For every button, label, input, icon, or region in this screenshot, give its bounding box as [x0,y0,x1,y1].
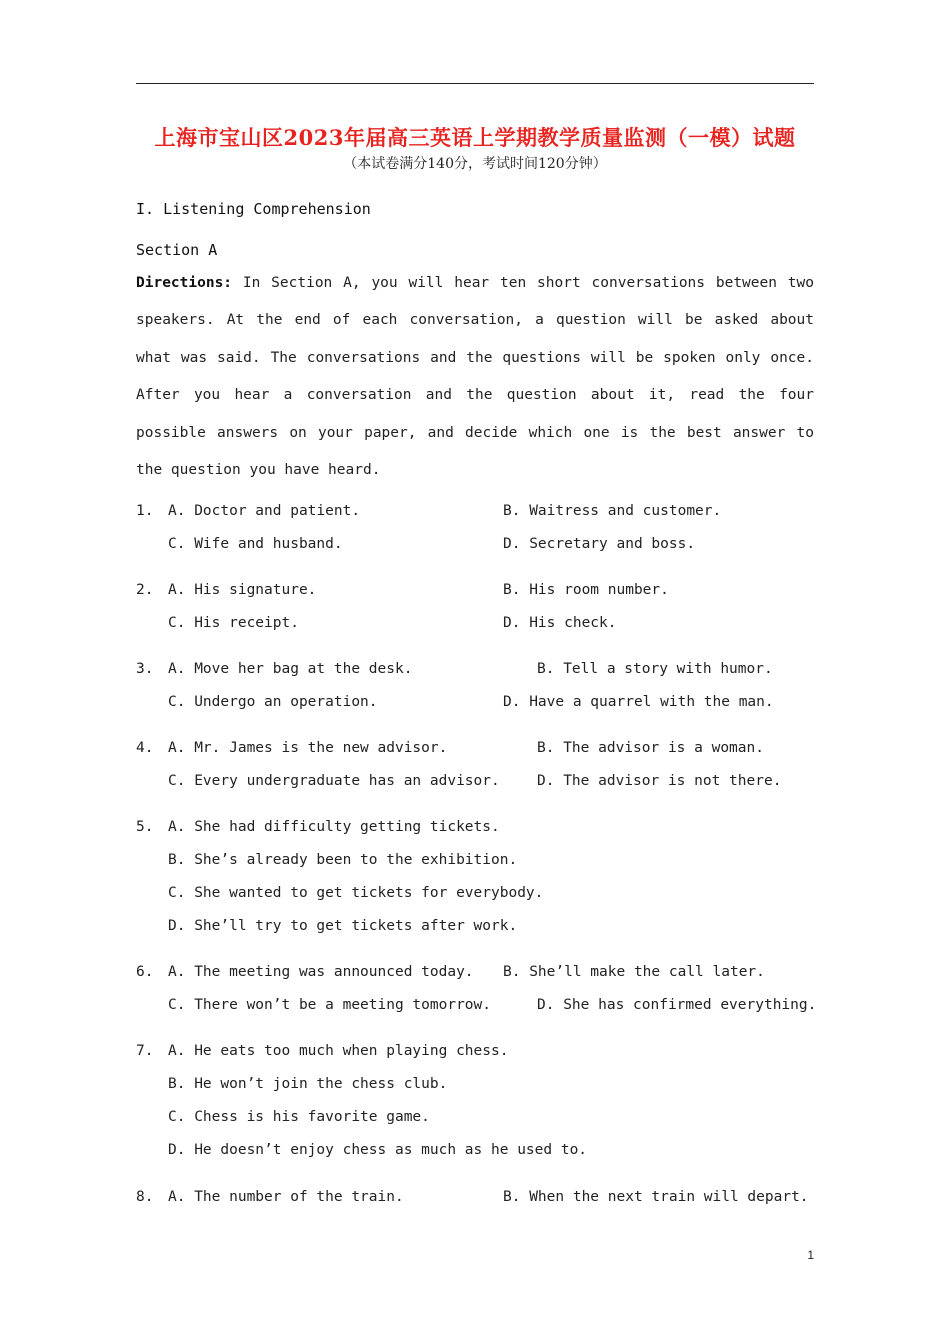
directions-text: In Section A, you will hear ten short conversations between two speakers. At the end of each conversation, a question will be asked about what was said. The conversations and the questions will be spoken only once. After you hear a conversation and the question about it, read the four possible answers on your paper, and decide which one is the best answer to the question you have heard. [136,275,814,479]
option-c: C. She wanted to get tickets for everybody. [168,885,544,901]
question-number: 1. [136,503,154,519]
option-d: D. She’ll try to get tickets after work. [168,918,518,934]
option-b: B. She’ll make the call later. [503,964,765,980]
option-c: C. Wife and husband. [168,536,343,552]
question-number: 6. [136,964,154,980]
option-d: D. His check. [503,615,617,631]
option-c: C. There won’t be a meeting tomorrow. [168,997,492,1013]
exam-title: 上海市宝山区2023年届高三英语上学期教学质量监测（一模）试题 [154,125,796,150]
option-a: A. Doctor and patient. [168,503,361,519]
directions [136,265,814,489]
option-b: B. The advisor is a woman. [537,740,764,756]
option-b: B. Tell a story with humor. [537,661,773,677]
option-a: A. The number of the train. [168,1189,404,1205]
question-number: 7. [136,1043,154,1059]
exam-subtitle: （本试卷满分140分，考试时间120分钟） [343,156,607,172]
header-rule [136,83,814,84]
option-a: A. His signature. [168,582,317,598]
option-a: A. The meeting was announced today. [168,964,474,980]
question-number: 8. [136,1189,154,1205]
question-number: 4. [136,740,154,756]
option-b: B. She’s already been to the exhibition. [168,852,518,868]
option-d: D. The advisor is not there. [537,773,782,789]
option-c: C. Undergo an operation. [168,694,378,710]
question-number: 3. [136,661,154,677]
option-a: A. He eats too much when playing chess. [168,1043,509,1059]
directions-label: Directions: [136,275,233,291]
option-a: A. Mr. James is the new advisor. [168,740,448,756]
option-c: C. His receipt. [168,615,299,631]
option-d: D. She has confirmed everything. [537,997,817,1013]
option-b: B. Waitress and customer. [503,503,722,519]
option-b: B. He won’t join the chess club. [168,1076,448,1092]
part-heading: I. Listening Comprehension [136,200,371,218]
option-c: C. Chess is his favorite game. [168,1109,430,1125]
question-number: 2. [136,582,154,598]
option-a: A. She had difficulty getting tickets. [168,819,500,835]
option-b: B. When the next train will depart. [503,1189,809,1205]
section-heading: Section A [136,241,218,259]
option-d: D. He doesn’t enjoy chess as much as he used to. [168,1142,588,1158]
option-d: D. Have a quarrel with the man. [503,694,774,710]
option-d: D. Secretary and boss. [503,536,696,552]
question-number: 5. [136,819,154,835]
option-c: C. Every undergraduate has an advisor. [168,773,500,789]
page-number: 1 [807,1248,814,1262]
option-a: A. Move her bag at the desk. [168,661,413,677]
option-b: B. His room number. [503,582,669,598]
